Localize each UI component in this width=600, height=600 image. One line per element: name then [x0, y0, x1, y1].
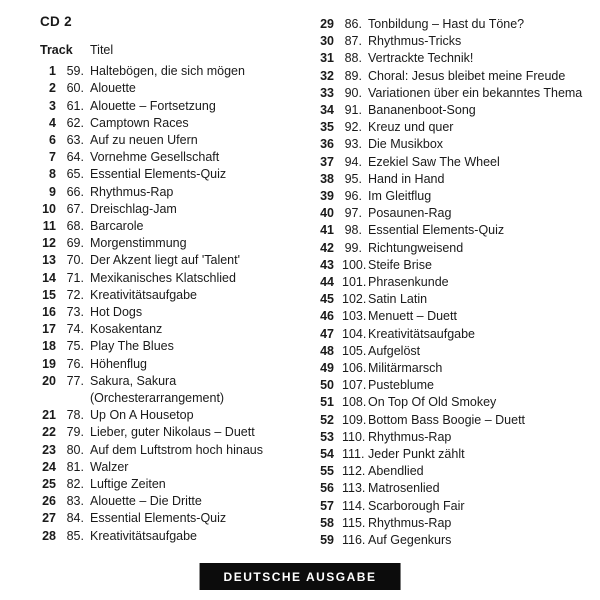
piece-number: 77. — [66, 373, 84, 388]
track-list-left — [40, 42, 300, 545]
track-title: Jeder Punkt zählt — [368, 447, 465, 462]
track-number: 31 — [320, 51, 334, 66]
track-number: 22 — [42, 425, 56, 440]
track-row — [40, 63, 300, 80]
track-row — [40, 510, 300, 527]
piece-number: 110. — [342, 429, 366, 444]
track-number: 33 — [320, 85, 334, 100]
track-title: Kreuz und quer — [368, 120, 454, 135]
track-row — [40, 424, 300, 441]
track-number: 14 — [42, 270, 56, 285]
track-row — [318, 171, 588, 188]
piece-number: 106. — [342, 361, 367, 376]
track-number: 34 — [320, 103, 334, 118]
track-number: 38 — [320, 171, 334, 186]
piece-number: 111. — [342, 447, 365, 462]
track-number: 24 — [42, 459, 56, 474]
track-row — [318, 205, 588, 222]
piece-number: 102. — [342, 292, 367, 307]
track-number: 40 — [320, 206, 334, 221]
track-title: Rhythmus-Rap — [368, 515, 452, 530]
piece-number: 95. — [344, 171, 362, 186]
piece-number — [56, 390, 84, 407]
track-title: Steife Brise — [368, 257, 432, 272]
track-row — [40, 149, 300, 166]
track-row — [40, 373, 300, 390]
track-row — [40, 459, 300, 476]
track-title: Auf dem Luftstrom hoch hinaus — [90, 442, 264, 457]
track-number: 42 — [320, 240, 334, 255]
track-row — [318, 119, 588, 136]
track-number: 58 — [320, 515, 334, 530]
track-number: 37 — [320, 154, 334, 169]
track-title: Die Musikbox — [368, 137, 444, 152]
track-number: 30 — [320, 34, 334, 49]
track-title: Bananenboot-Song — [368, 103, 476, 118]
piece-number: 67. — [66, 201, 84, 216]
track-title: Barcarole — [90, 219, 144, 234]
track-row — [40, 407, 300, 424]
track-title: Militärmarsch — [368, 361, 443, 376]
piece-number: 79. — [66, 425, 84, 440]
track-row — [318, 68, 588, 85]
track-title: Bottom Bass Boogie – Duett — [368, 412, 526, 427]
piece-number: 81. — [66, 459, 84, 474]
column-headers — [40, 42, 300, 59]
piece-number: 74. — [66, 322, 84, 337]
track-title: Essential Elements-Quiz — [90, 167, 227, 182]
track-row — [318, 463, 588, 480]
edition-badge — [200, 563, 401, 590]
track-title: Posaunen-Rag — [368, 206, 452, 221]
piece-number: 97. — [344, 206, 362, 221]
track-row — [40, 528, 300, 545]
track-number: 59 — [320, 533, 334, 548]
track-title: Sakura, Sakura — [90, 373, 177, 388]
track-number: 56 — [320, 481, 334, 496]
track-number: 45 — [320, 292, 334, 307]
track-row — [318, 102, 588, 119]
track-title: Alouette — [90, 81, 136, 96]
piece-number: 60. — [66, 81, 84, 96]
track-number: 47 — [320, 326, 334, 341]
track-number: 43 — [320, 257, 334, 272]
piece-number: 98. — [344, 223, 362, 238]
track-number: 6 — [49, 133, 56, 148]
track-row — [40, 270, 300, 287]
piece-number: 107. — [342, 378, 367, 393]
track-number: 57 — [320, 498, 334, 513]
track-title: Rhythmus-Rap — [368, 429, 452, 444]
edition-badge-label: DEUTSCHE AUSGABE — [223, 569, 377, 584]
track-row — [40, 184, 300, 201]
track-title: Play The Blues — [90, 339, 174, 354]
track-number: 26 — [42, 494, 56, 509]
piece-number: 62. — [66, 115, 84, 130]
piece-number: 114. — [342, 498, 366, 513]
track-number: 10 — [42, 201, 56, 216]
piece-number: 91. — [344, 103, 362, 118]
track-rows-right — [318, 16, 588, 549]
piece-number: 113. — [342, 481, 366, 496]
track-number: 17 — [42, 322, 56, 337]
track-number: 9 — [49, 184, 56, 199]
track-number: 3 — [49, 98, 56, 113]
piece-number: 72. — [66, 287, 84, 302]
track-number: 25 — [42, 477, 56, 492]
track-row — [40, 390, 300, 407]
track-number: 55 — [320, 464, 334, 479]
piece-number: 76. — [66, 356, 84, 371]
track-title: Auf Gegenkurs — [368, 533, 452, 548]
track-number: 41 — [320, 223, 334, 238]
track-number — [40, 390, 56, 407]
piece-number: 68. — [66, 219, 84, 234]
track-title: Hot Dogs — [90, 305, 143, 320]
track-title: Auf zu neuen Ufern — [90, 133, 198, 148]
track-title: Höhenflug — [90, 356, 147, 371]
track-number: 13 — [42, 253, 56, 268]
track-row — [318, 240, 588, 257]
track-row — [318, 429, 588, 446]
piece-number: 64. — [66, 150, 84, 165]
track-number: 21 — [42, 408, 56, 423]
track-number: 49 — [320, 361, 334, 376]
track-number: 36 — [320, 137, 334, 152]
track-title: Kosakentanz — [90, 322, 163, 337]
track-title: Ezekiel Saw The Wheel — [368, 154, 500, 169]
track-title: Hand in Hand — [368, 171, 445, 186]
piece-number: 80. — [66, 442, 84, 457]
piece-number: 99. — [344, 240, 362, 255]
track-row — [40, 132, 300, 149]
track-number: 8 — [49, 167, 56, 182]
piece-number: 84. — [66, 511, 84, 526]
track-title: On Top Of Old Smokey — [368, 395, 497, 410]
track-number: 12 — [42, 236, 56, 251]
track-title: Rhythmus-Rap — [90, 184, 174, 199]
track-number: 35 — [320, 120, 334, 135]
track-number: 11 — [42, 219, 56, 234]
piece-number: 87. — [344, 34, 362, 49]
track-title: Haltebögen, die sich mögen — [90, 64, 245, 79]
track-row — [40, 218, 300, 235]
track-title: Essential Elements-Quiz — [368, 223, 505, 238]
piece-number: 63. — [66, 133, 84, 148]
track-row — [318, 274, 588, 291]
track-title: Matrosenlied — [368, 481, 440, 496]
track-number: 52 — [320, 412, 334, 427]
piece-number: 109. — [342, 412, 367, 427]
track-number: 50 — [320, 378, 334, 393]
track-number: 28 — [42, 528, 56, 543]
track-title: Menuett – Duett — [368, 309, 457, 324]
track-rows-left — [40, 63, 300, 545]
piece-number: 92. — [344, 120, 362, 135]
piece-number: 112. — [342, 464, 366, 479]
track-row — [318, 154, 588, 171]
track-title: Scarborough Fair — [368, 498, 465, 513]
piece-number: 116. — [342, 533, 366, 548]
piece-number: 103. — [342, 309, 367, 324]
track-row — [40, 287, 300, 304]
track-row — [318, 188, 588, 205]
track-row — [318, 343, 588, 360]
track-row — [318, 360, 588, 377]
track-title: Dreischlag-Jam — [90, 201, 177, 216]
track-title: Alouette – Die Dritte — [90, 494, 202, 509]
track-number: 7 — [49, 150, 56, 165]
track-title: Alouette – Fortsetzung — [90, 98, 216, 113]
track-row — [318, 480, 588, 497]
track-row — [318, 257, 588, 274]
piece-number: 69. — [66, 236, 84, 251]
track-number: 15 — [42, 287, 56, 302]
track-row — [40, 115, 300, 132]
track-row — [318, 136, 588, 153]
track-number: 16 — [42, 305, 56, 320]
piece-number: 105. — [342, 343, 367, 358]
piece-number: 104. — [342, 326, 367, 341]
piece-number: 61. — [66, 98, 84, 113]
track-title: Essential Elements-Quiz — [90, 511, 227, 526]
track-title: Der Akzent liegt auf 'Talent' — [90, 253, 240, 268]
track-title: Choral: Jesus bleibet meine Freude — [368, 68, 566, 83]
track-title: Lieber, guter Nikolaus – Duett — [90, 425, 255, 440]
track-row — [318, 446, 588, 463]
track-number: 32 — [320, 68, 334, 83]
track-row — [40, 321, 300, 338]
track-title: Morgenstimmung — [90, 236, 187, 251]
track-title: Abendlied — [368, 464, 424, 479]
piece-number: 59. — [66, 64, 84, 79]
piece-number: 65. — [66, 167, 84, 182]
track-number: 23 — [42, 442, 56, 457]
track-number: 54 — [320, 447, 334, 462]
track-title: Richtungweisend — [368, 240, 464, 255]
title-column-header: Titel — [90, 43, 114, 57]
track-number: 46 — [320, 309, 334, 324]
track-title: Satin Latin — [368, 292, 428, 307]
track-row — [318, 326, 588, 343]
track-number: 1 — [49, 64, 56, 79]
piece-number: 93. — [344, 137, 362, 152]
piece-number: 71. — [66, 270, 84, 285]
track-number: 51 — [320, 395, 334, 410]
piece-number: 100. — [342, 257, 367, 272]
track-title: Tonbildung – Hast du Töne? — [368, 17, 525, 31]
piece-number: 82. — [66, 477, 84, 492]
track-row — [40, 476, 300, 493]
track-row — [318, 532, 588, 549]
track-title: Variationen über ein bekanntes Thema — [368, 85, 583, 100]
piece-number: 75. — [66, 339, 84, 354]
track-title: Kreativitätsaufgabe — [90, 287, 198, 302]
piece-number: 115. — [342, 515, 366, 530]
track-title: Walzer — [90, 459, 129, 474]
track-row — [318, 33, 588, 50]
track-number: 39 — [320, 189, 334, 204]
track-row — [318, 50, 588, 67]
track-row — [40, 166, 300, 183]
track-row — [40, 252, 300, 269]
piece-number: 66. — [66, 184, 84, 199]
track-row — [318, 412, 588, 429]
track-number: 27 — [42, 511, 56, 526]
track-number: 48 — [320, 343, 334, 358]
track-title: Vertrackte Technik! — [368, 51, 474, 66]
track-row — [40, 98, 300, 115]
track-number: 29 — [320, 17, 334, 31]
track-title: Phrasenkunde — [368, 275, 449, 290]
track-row — [318, 498, 588, 515]
track-title: Luftige Zeiten — [90, 477, 166, 492]
track-title: (Orchesterarrangement) — [90, 391, 225, 406]
track-column-header: Track — [40, 43, 73, 57]
track-row — [40, 235, 300, 252]
track-row — [40, 338, 300, 355]
piece-number: 83. — [66, 494, 84, 509]
track-row — [318, 222, 588, 239]
track-row — [40, 80, 300, 97]
track-number: 2 — [49, 81, 56, 96]
track-title: Mexikanisches Klatschlied — [90, 270, 236, 285]
track-row — [318, 16, 588, 33]
piece-number: 90. — [344, 85, 362, 100]
track-row — [318, 377, 588, 394]
track-row — [40, 493, 300, 510]
track-row — [318, 308, 588, 325]
track-title: Vornehme Gesellschaft — [90, 150, 220, 165]
track-list-right — [318, 16, 588, 549]
track-number: 19 — [42, 356, 56, 371]
piece-number: 86. — [344, 17, 362, 31]
track-title: Pusteblume — [368, 378, 435, 393]
track-title: Kreativitätsaufgabe — [368, 326, 476, 341]
cd-label: CD 2 — [40, 14, 72, 29]
track-number: 4 — [49, 115, 56, 130]
track-row — [318, 515, 588, 532]
piece-number: 88. — [344, 51, 362, 66]
track-number: 18 — [42, 339, 56, 354]
track-row — [40, 356, 300, 373]
track-row — [318, 394, 588, 411]
track-title: Im Gleitflug — [368, 189, 432, 204]
track-row — [40, 442, 300, 459]
track-title: Kreativitätsaufgabe — [90, 528, 198, 543]
track-title: Aufgelöst — [368, 343, 421, 358]
piece-number: 94. — [344, 154, 362, 169]
piece-number: 85. — [66, 528, 84, 543]
track-row — [40, 304, 300, 321]
track-title: Up On A Housetop — [90, 408, 194, 423]
track-number: 44 — [320, 275, 334, 290]
track-row — [318, 85, 588, 102]
piece-number: 96. — [344, 189, 362, 204]
piece-number: 101. — [342, 275, 367, 290]
piece-number: 70. — [66, 253, 84, 268]
track-number: 20 — [42, 373, 56, 388]
piece-number: 108. — [342, 395, 367, 410]
track-row — [40, 201, 300, 218]
track-title: Camptown Races — [90, 115, 189, 130]
piece-number: 78. — [66, 408, 84, 423]
track-title: Rhythmus-Tricks — [368, 34, 462, 49]
track-number: 53 — [320, 429, 334, 444]
piece-number: 73. — [66, 305, 84, 320]
piece-number: 89. — [344, 68, 362, 83]
track-row — [318, 291, 588, 308]
